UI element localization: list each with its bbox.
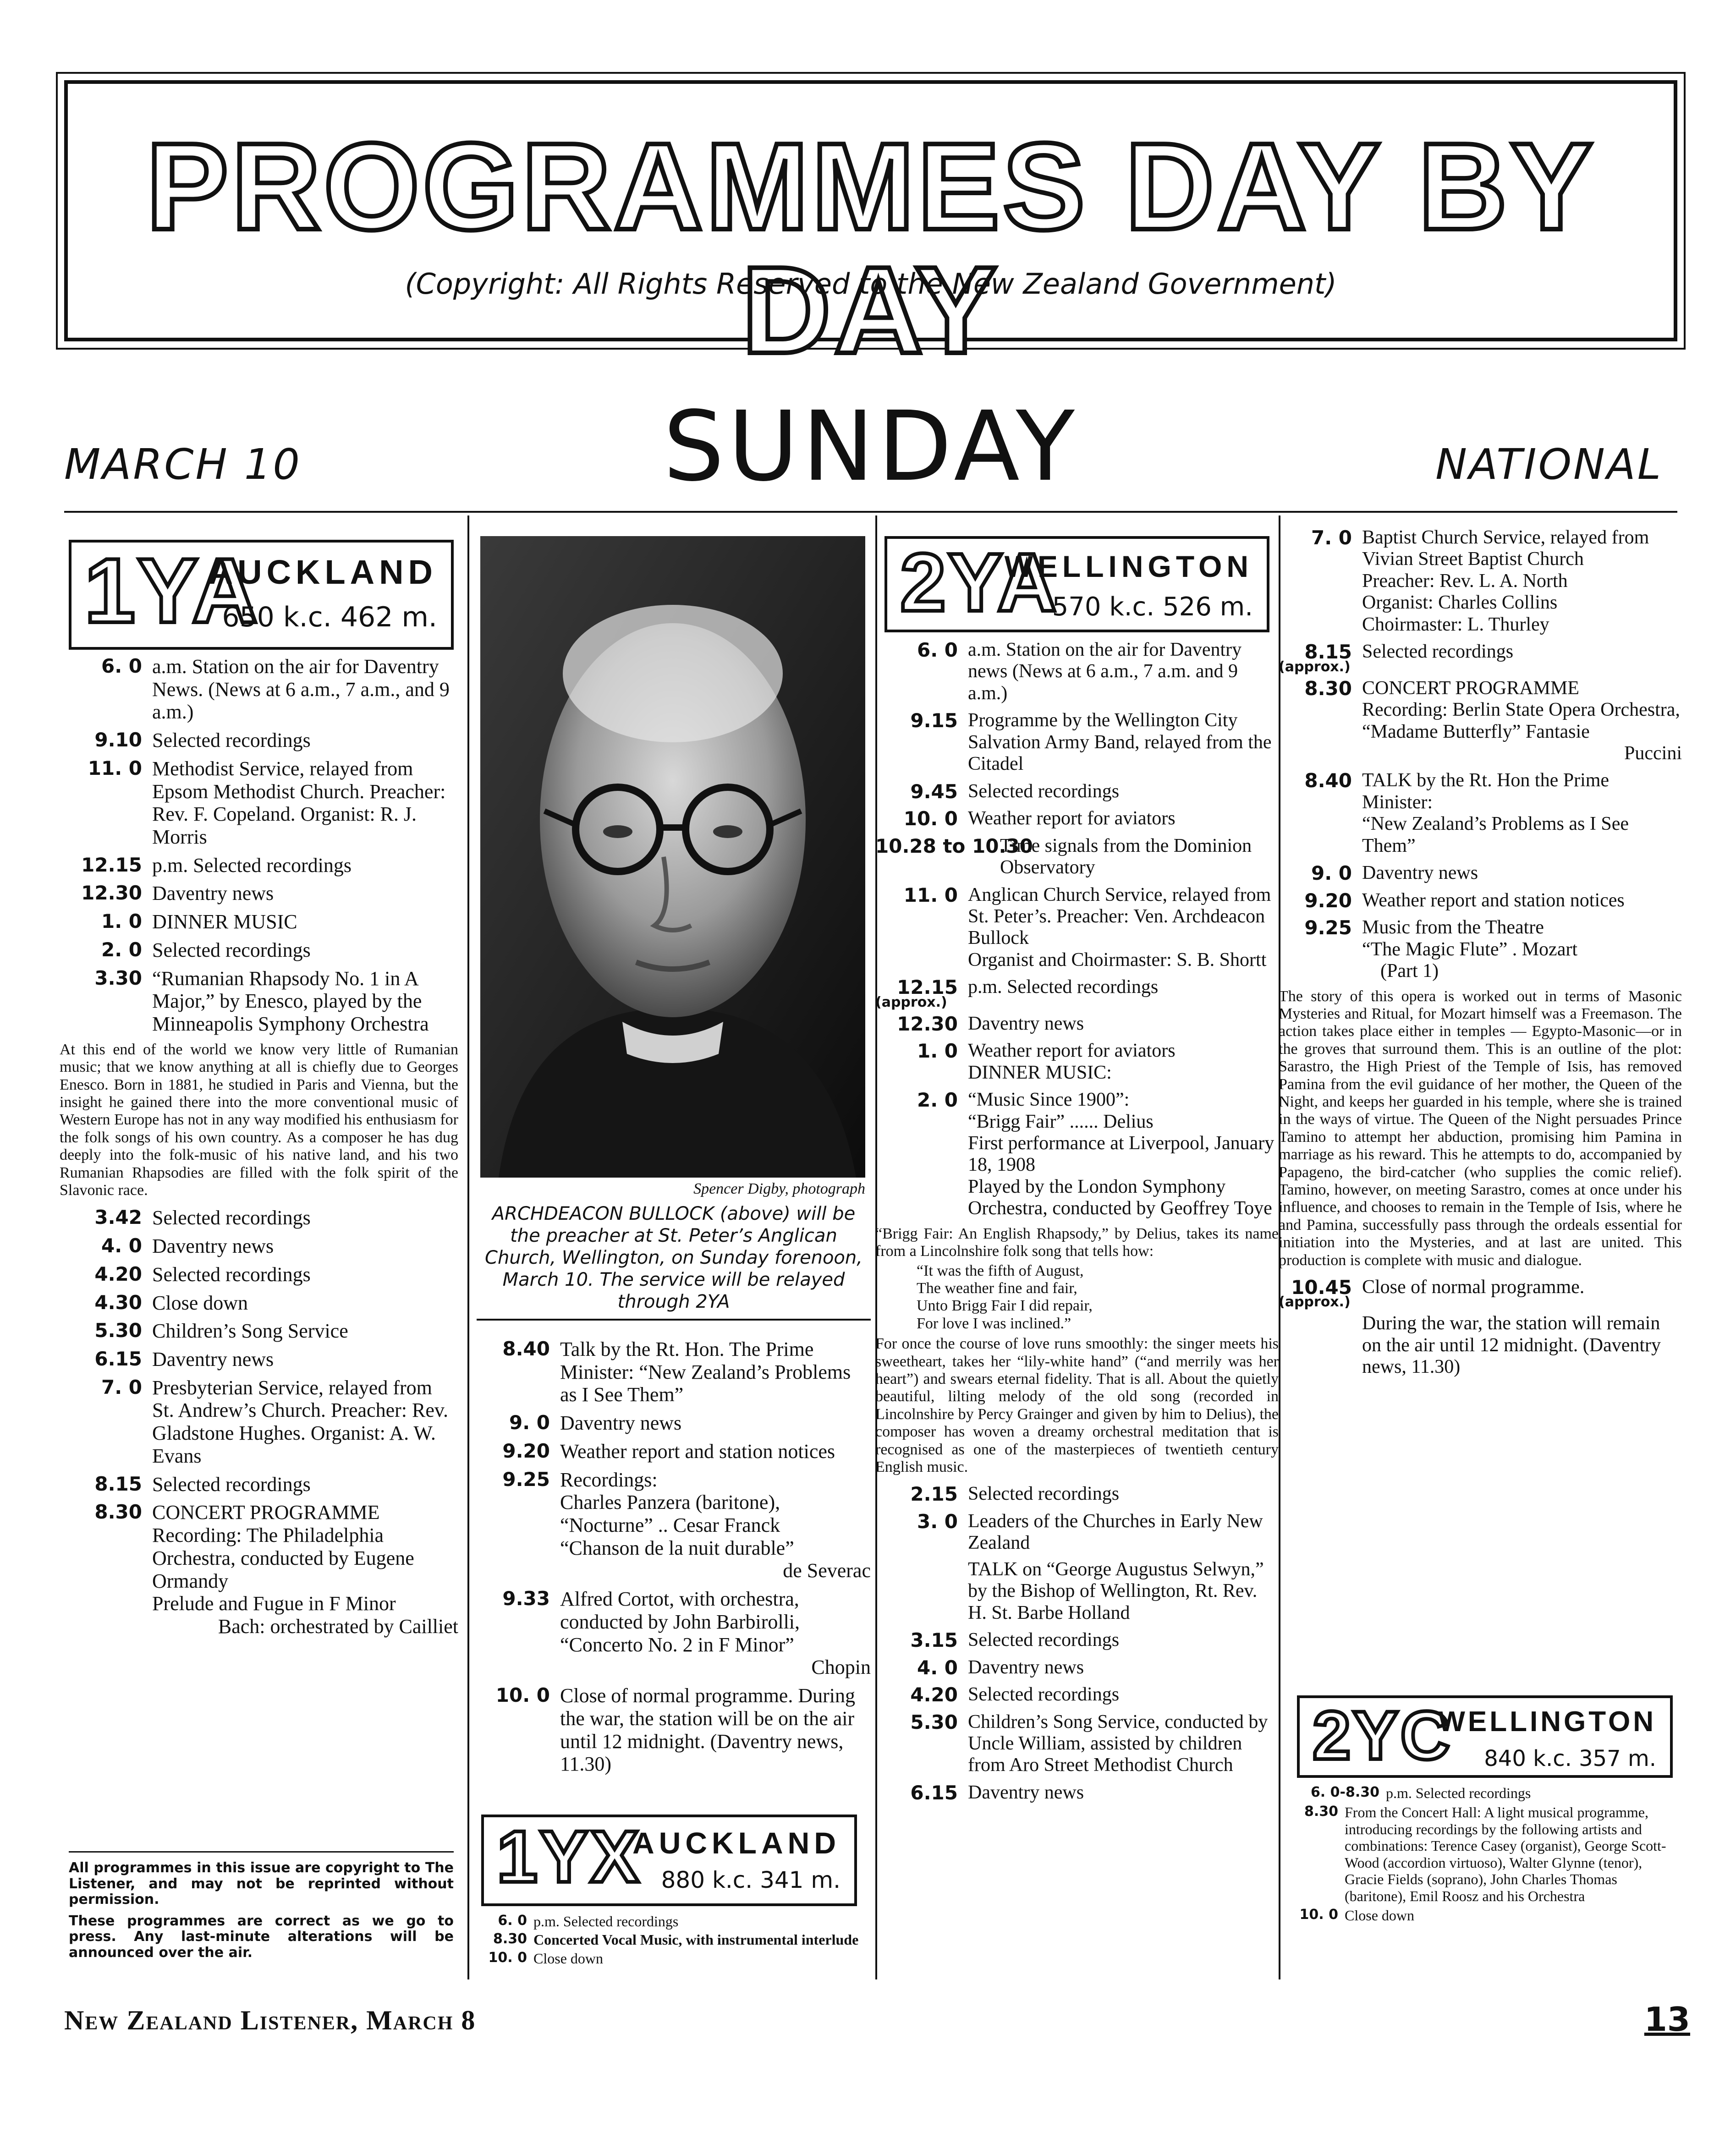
programme-row (1279, 890, 1682, 911)
programme-note: For once the course of love runs smoothly: the singer meets his sweetheart, takes her “lily-white hand” (“and merrily was her heart”) and swears eternal fidelity. That is all. About the quietly beautiful, lilting melody of the old song (recorded in Lincolnshire by Percy Grainger and given by him to Delius), the composer has woven a dreamy orchestral meditation that is recognised as one of the masterpieces of twentieth century English music. (875, 1335, 1279, 1476)
programme-row (1279, 917, 1682, 982)
programme-row (875, 808, 1279, 829)
programme-desc: Time signals from the Dominion Observatory (1000, 835, 1252, 878)
programme-row (472, 1931, 871, 1948)
programme-desc: Selected recordings (968, 780, 1120, 802)
programme-time: 12.15 (897, 976, 958, 999)
programme-time: 1. 0 (917, 1040, 958, 1063)
programme-row (875, 1684, 1279, 1705)
programme-time: 1. 0 (101, 910, 142, 933)
programme-desc: Selected recordings (152, 938, 311, 961)
station-call-sign: 1YA (84, 540, 260, 642)
programme-desc (968, 884, 1279, 971)
programme-line: Preacher: Rev. L. A. North (1362, 570, 1568, 592)
network-label: NATIONAL (1435, 440, 1663, 489)
programme-time: 2. 0 (917, 1089, 958, 1112)
programme-row (472, 1913, 871, 1930)
column-1yx (472, 1913, 871, 1968)
programme-line: Played by the London Symphony Orchestra, conducted by Geoffrey Toye (968, 1176, 1272, 1219)
column-1ya (60, 655, 458, 1644)
verse-line: The weather fine and fair, (917, 1279, 1077, 1297)
programme-row (60, 1292, 458, 1315)
programme-row (60, 910, 458, 933)
programme-time: 7. 0 (1311, 526, 1352, 549)
programme-time: 8.40 (502, 1338, 550, 1360)
programme-desc: Selected recordings (1362, 641, 1514, 663)
programme-row (60, 1235, 458, 1258)
programme-row (60, 939, 458, 962)
programme-time: 10. 0 (488, 1949, 527, 1966)
programme-row (60, 1320, 458, 1343)
programme-line: TALK on “George Augustus Selwyn,” by the Bishop of Wellington, Rt. Rev. H. St. Barbe Holland (968, 1558, 1264, 1623)
programme-line: Alfred Cortot, with orchestra, conducted by John Barbirolli, “Concerto No. 2 in F Minor” (560, 1588, 800, 1656)
programme-line: Prelude and Fugue in F Minor (152, 1592, 396, 1615)
programme-time: 8.30 (1304, 677, 1352, 700)
programme-desc (1362, 770, 1682, 857)
programme-time: 4.20 (94, 1262, 142, 1285)
photo-caption: ARCHDEACON BULLOCK (above) will be the preacher at St. Peter’s Anglican Church, Wellington, on Sunday forenoon, March 10. The service will be relayed through 2YA (485, 1203, 863, 1312)
programme-desc: Selected recordings (152, 729, 311, 752)
programme-desc: Close down (1345, 1907, 1414, 1924)
programme-desc: From the Concert Hall: A light musical programme, introducing recordings by the following artists and combinations: Terence Casey (organist), George Scott-Wood (accordion virtuoso), Walter Glynne (tenor), Gracie Fields (soprano), John Charles Thomas (baritone), Emil Roosz and his Orchestra (1345, 1804, 1666, 1904)
programme-row (875, 1782, 1279, 1804)
programme-desc: Presbyterian Service, relayed from St. Andrew’s Church. Preacher: Rev. Gladstone Hughes. Organist: A. W. Evans (152, 1376, 449, 1467)
approx-note: (approx.) (875, 994, 947, 1010)
programme-desc: Selected recordings (968, 1629, 1120, 1651)
programme-row (875, 710, 1279, 775)
portrait-photo (480, 536, 865, 1178)
programme-line: Organist and Choirmaster: S. B. Shortt (968, 949, 1267, 970)
programme-desc (560, 1469, 871, 1583)
programme-line: Leaders of the Churches in Early New Zealand (968, 1510, 1263, 1554)
programme-time: 3.15 (910, 1629, 958, 1652)
programme-time: 8.15 (94, 1472, 142, 1495)
programme-desc: Selected recordings (152, 1473, 311, 1496)
station-box-1yx (481, 1815, 857, 1906)
masthead-title: PROGRAMMES DAY BY DAY (146, 118, 1596, 379)
section-rule (477, 1319, 871, 1321)
programme-time: 11. 0 (903, 883, 958, 906)
programme-time: 10.45 (1291, 1276, 1352, 1299)
programme-desc: p.m. Selected recordings (533, 1913, 679, 1930)
programme-line: (Part 1) (1380, 960, 1439, 982)
programme-line: “Brigg Fair” ...... Delius (968, 1111, 1154, 1132)
programme-line: Weather report for aviators (968, 1040, 1176, 1062)
programme-time: 12.30 (81, 882, 142, 905)
programme-line: “The Magic Flute” . Mozart (1362, 938, 1577, 960)
programme-row (472, 1950, 871, 1967)
station-city: AUCKLAND (632, 1826, 841, 1860)
programme-note: At this end of the world we know very little of Rumanian music; that we know anything at all is chiefly due to Georges Enesco. Born in 1881, he studied in Paris and Vienna, but the insight he gained there into the more conventional music of Western Europe has not in any way modified his enthusiasm for the folk songs of his own country. As a composer he has dug deeply into the folk-music of his native land, and his two Rumanian Rhapsodies are filled with the folk spirit of the Slavonic race. (60, 1041, 458, 1199)
notice-paragraph: All programmes in this issue are copyright to The Listener, and may not be reprinted without permission. (69, 1860, 454, 1908)
programme-desc: During the war, the station will remain on the air until 12 midnight. (Daventry news, 11.30) (1362, 1313, 1661, 1378)
copyright-line: (Copyright: All Rights Reserved to the New Zealand Government) (405, 267, 1337, 301)
programme-line: Music from the Theatre (1362, 917, 1544, 938)
programme-row (60, 1348, 458, 1371)
programme-desc (1362, 527, 1682, 636)
programme-time: 9. 0 (1311, 862, 1352, 885)
station-call-sign: 2YC (1313, 1697, 1452, 1774)
programme-row (875, 1040, 1279, 1084)
programme-desc: p.m. Selected recordings (152, 854, 352, 877)
programme-row (875, 835, 1279, 879)
programme-row (875, 1483, 1279, 1505)
programme-time: 4.20 (910, 1683, 958, 1706)
station-frequency: 840 k.c. 357 m. (1484, 1746, 1656, 1771)
programme-desc: Close down (152, 1291, 248, 1314)
programme-row (467, 1684, 871, 1776)
programme-row (1279, 678, 1682, 765)
programme-desc (968, 1040, 1279, 1084)
programme-line: Recording: Berlin State Opera Orchestra, (1362, 699, 1680, 721)
programme-time: 6. 0-8.30 (1310, 1784, 1379, 1800)
verse-line: For love I was inclined.” (917, 1315, 1071, 1332)
programme-line: CONCERT PROGRAMME (1362, 677, 1579, 699)
programme-time: 6. 0 (498, 1913, 527, 1929)
programme-row (60, 1206, 458, 1229)
programme-line: Charles Panzera (baritone), “Nocturne” .. Cesar Franck (560, 1491, 780, 1537)
programme-time: 4.30 (94, 1291, 142, 1314)
programme-desc (968, 1089, 1279, 1220)
programme-time: 3.42 (94, 1206, 142, 1229)
programme-desc (1362, 917, 1682, 982)
programme-line: Bach: orchestrated by Cailliet (218, 1615, 458, 1638)
programme-desc: Programme by the Wellington City Salvation Army Band, relayed from the Citadel (968, 710, 1272, 775)
programme-time: 6.15 (910, 1781, 958, 1804)
programme-time: 9.45 (910, 780, 958, 803)
programme-time: 10. 0 (495, 1684, 550, 1707)
programme-time: 6. 0 (101, 655, 142, 677)
programme-time: 9.33 (502, 1587, 550, 1610)
page-day: SUNDAY (663, 390, 1078, 503)
programme-line: de Severac (783, 1559, 871, 1582)
programme-row (875, 1711, 1279, 1776)
programme-line: Recordings: (560, 1468, 658, 1491)
programme-row (1283, 1804, 1682, 1904)
programme-desc (1362, 678, 1682, 765)
programme-row (60, 854, 458, 877)
programme-line: “Chanson de la nuit durable” (560, 1536, 794, 1559)
programme-line: First performance at Liverpool, January 18, 1908 (968, 1132, 1275, 1176)
programme-line: Puccini (1624, 742, 1682, 764)
programme-row (60, 757, 458, 849)
programme-desc: Selected recordings (152, 1263, 311, 1286)
top-rule (64, 511, 1677, 513)
programme-time: 4. 0 (917, 1656, 958, 1679)
programme-desc: Children’s Song Service, conducted by Uncle William, assisted by children from Aro Street Methodist Church (968, 1711, 1268, 1776)
programme-row (467, 1338, 871, 1406)
programme-row (1283, 1785, 1682, 1801)
programme-time: 10. 0 (1299, 1907, 1338, 1923)
programme-desc: “Rumanian Rhapsody No. 1 in A Major,” by Enesco, played by the Minneapolis Symphony Orchestra (152, 967, 429, 1036)
column-1ya-continued (467, 1338, 871, 1781)
programme-row (60, 882, 458, 905)
programme-line: Choirmaster: L. Thurley (1362, 614, 1549, 635)
programme-time: 9.25 (502, 1468, 550, 1491)
station-box-2ya (884, 536, 1269, 632)
programme-row (60, 1473, 458, 1496)
programme-desc: a.m. Station on the air for Daventry news (News at 6 a.m., 7 a.m. and 9 a.m.) (968, 639, 1242, 704)
publication-footer: New Zealand Listener, March 8 (64, 2005, 476, 2035)
programme-row (60, 967, 458, 1036)
programme-time: 12.15 (81, 853, 142, 876)
programme-time: 5.30 (910, 1710, 958, 1733)
portrait-image (480, 536, 865, 1178)
programme-time: 12.30 (897, 1012, 958, 1035)
station-city: AUCKLAND (208, 553, 437, 591)
station-box-1ya (69, 540, 454, 650)
programme-desc: Daventry news (152, 1235, 274, 1258)
masthead (64, 80, 1677, 379)
programme-desc: Talk by the Rt. Hon. The Prime Minister: “New Zealand’s Problems as I See Them” (560, 1338, 851, 1406)
programme-row (467, 1440, 871, 1463)
programme-time: 11. 0 (88, 757, 142, 779)
programme-time: 9.20 (502, 1439, 550, 1462)
programme-line: Anglican Church Service, relayed from St. Peter’s. Preacher: Ven. Archdeacon Bullock (968, 884, 1271, 949)
programme-desc: Close of normal programme. During the war, the station will be on the air until 12 midnight. (Daventry news, 11.30) (560, 1684, 855, 1776)
programme-desc: p.m. Selected recordings (1386, 1785, 1531, 1801)
programme-line: CONCERT PROGRAMME (152, 1501, 380, 1524)
programme-row (875, 884, 1279, 971)
programme-desc: Close down (533, 1950, 603, 1967)
programme-row (60, 1263, 458, 1286)
programme-desc (560, 1588, 871, 1679)
programme-row (1279, 527, 1682, 636)
verse-line: Unto Brigg Fair I did repair, (917, 1297, 1093, 1315)
programme-line: Chopin (811, 1656, 871, 1679)
programme-time: 6.15 (94, 1348, 142, 1371)
programme-time: 2.15 (910, 1483, 958, 1506)
programme-time: 8.30 (493, 1931, 527, 1947)
programme-desc: Daventry news (968, 1782, 1084, 1803)
station-frequency: 880 k.c. 341 m. (661, 1867, 841, 1893)
programme-desc: Weather report and station notices (1362, 889, 1625, 911)
programme-row (467, 1469, 871, 1583)
station-frequency: 570 k.c. 526 m. (1052, 592, 1253, 622)
programme-time: 9.10 (94, 729, 142, 751)
column-2ya (875, 639, 1279, 1809)
programme-time: 9.25 (1304, 916, 1352, 939)
programme-time: 5.30 (94, 1319, 142, 1342)
programme-row (875, 1089, 1279, 1220)
page-number: 13 (1644, 2000, 1690, 2039)
approx-note: (approx.) (1279, 658, 1351, 675)
programme-time: 8.30 (1304, 1804, 1338, 1820)
programme-desc: Weather report for aviators (968, 808, 1176, 829)
programme-desc: Close of normal programme. (1362, 1277, 1585, 1298)
programme-line: Baptist Church Service, relayed from Vivian Street Baptist Church (1362, 527, 1649, 570)
programme-row (60, 655, 458, 724)
programme-time: 9. 0 (509, 1411, 550, 1434)
programme-row (875, 1629, 1279, 1651)
station-city: WELLINGTON (1004, 549, 1253, 583)
programme-desc: Daventry news (968, 1656, 1084, 1678)
programme-time: 7. 0 (101, 1376, 142, 1398)
programme-row (875, 781, 1279, 802)
programme-time: 4. 0 (101, 1234, 142, 1257)
song-verse (875, 1262, 1279, 1333)
programme-line: DINNER MUSIC: (968, 1062, 1112, 1083)
programme-desc: Concerted Vocal Music, with instrumental interlude (533, 1931, 859, 1948)
programme-row (60, 729, 458, 752)
programme-row (467, 1588, 871, 1679)
station-city: WELLINGTON (1438, 1706, 1656, 1738)
copyright-notice (69, 1860, 454, 1961)
programme-line: TALK by the Rt. Hon the Prime Minister: (1362, 770, 1610, 813)
programme-time: 6. 0 (917, 639, 958, 661)
programme-row (1283, 1907, 1682, 1924)
programme-row (875, 1657, 1279, 1678)
page-date: MARCH 10 (64, 440, 302, 489)
programme-row (875, 1511, 1279, 1624)
programme-time: 3. 0 (917, 1510, 958, 1533)
programme-line: “Music Since 1900”: (968, 1089, 1130, 1111)
programme-desc: a.m. Station on the air for Daventry News. (News at 6 a.m., 7 a.m., and 9 a.m.) (152, 655, 450, 724)
programme-line: “Madame Butterfly” Fantasie (1362, 721, 1590, 742)
programme-desc: Selected recordings (968, 1684, 1120, 1705)
programme-note: The story of this opera is worked out in terms of Masonic Mysteries and Ritual, for Mozart himself was a Freemason. The action takes place either in temples — Egypto-Masonic—or in the groves that surround them. This is an outline of the plot: Sarastro, the High Priest of the Temple of Isis, has removed Pamina from the evil guidance of her mother, the Queen of the Night, and keeps her guarded in his temple, where she is trained in the ways of virtue. The Queen of the Night persuades Prince Tamino to attempt her abduction, promising him Pamina in marriage as his reward. This he attempts to do, accompanied by Papageno, the bird-catcher (who supplies the comic relief). Tamino, however, on meeting Sarastro, comes at once under his influence, and chooses to remain in the Temple of Isis, where he and Pamina, successfully pass through the ordeals essential for initiation into the Mysteries, and at last are united. This production is complete with music and dialogue. (1279, 987, 1682, 1269)
programme-time: 8.40 (1304, 769, 1352, 792)
programme-desc: DINNER MUSIC (152, 910, 297, 933)
programme-desc: Daventry news (1362, 862, 1478, 884)
programme-line: Recording: The Philadelphia Orchestra, conducted by Eugene Ormandy (152, 1524, 414, 1592)
programme-line: “New Zealand’s Problems as I See Them” (1362, 813, 1629, 856)
programme-desc (152, 1501, 458, 1638)
programme-desc: Daventry news (560, 1412, 682, 1435)
programme-time: 8.30 (94, 1501, 142, 1524)
programme-time: 3.30 (94, 966, 142, 989)
programme-time: 9.15 (910, 709, 958, 732)
programme-note: “Brigg Fair: An English Rhapsody,” by Delius, takes its name from a Lincolnshire folk song that tells how: (875, 1225, 1279, 1260)
programme-row (467, 1412, 871, 1435)
programme-row (60, 1501, 458, 1638)
column-2ya-continued (1279, 527, 1682, 1384)
programme-row (60, 1376, 458, 1468)
programme-time: 10. 0 (903, 807, 958, 830)
programme-row (1279, 770, 1682, 857)
verse-line: “It was the fifth of August, (917, 1262, 1084, 1279)
notice-paragraph: These programmes are correct as we go to press. Any last-minute alterations will be announced over the air. (69, 1913, 454, 1961)
programme-time: 9.20 (1304, 889, 1352, 912)
programme-desc (968, 1511, 1279, 1624)
programme-row (1279, 862, 1682, 884)
station-call-sign: 1YX (497, 1815, 641, 1897)
programme-time: 10.28 to 10.30 (875, 834, 1033, 857)
station-box-2yc (1297, 1695, 1673, 1778)
programme-desc: Daventry news (968, 1013, 1084, 1034)
programme-line: Organist: Charles Collins (1362, 592, 1558, 614)
programme-desc: Weather report and station notices (560, 1440, 835, 1463)
column-2yc (1283, 1785, 1682, 1930)
photo-credit: Spencer Digby, photograph (693, 1180, 865, 1197)
programme-row (875, 639, 1279, 704)
approx-note: (approx.) (1279, 1294, 1351, 1310)
programme-desc: Children’s Song Service (152, 1320, 348, 1343)
programme-time: 8.15 (1304, 641, 1352, 663)
programme-row (875, 1013, 1279, 1035)
notice-rule (69, 1851, 454, 1853)
station-frequency: 650 k.c. 462 m. (222, 601, 437, 633)
programme-desc: p.m. Selected recordings (968, 976, 1159, 998)
programme-time: 2. 0 (101, 938, 142, 961)
programme-desc: Daventry news (152, 882, 274, 905)
programme-desc: Selected recordings (968, 1483, 1120, 1505)
programme-desc: Methodist Service, relayed from Epsom Methodist Church. Preacher: Rev. F. Copeland. Organist: R. J. Morris (152, 757, 446, 849)
station-call-sign: 2YA (900, 537, 1059, 629)
programme-desc: Selected recordings (152, 1206, 311, 1229)
programme-desc: Daventry news (152, 1348, 274, 1371)
